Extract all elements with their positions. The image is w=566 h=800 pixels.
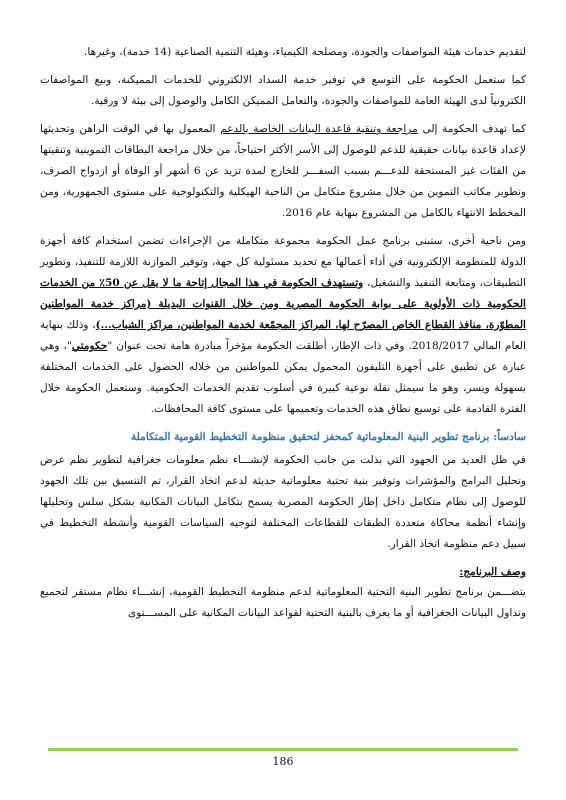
section-heading-information-infrastructure: سادساً: برنامج تطوير البنية المعلوماتية كمحفز لتحقيق منظومة التخطيط القومية المتكاملة (130, 431, 526, 443)
egov-text-start: ومن ناحية أخرى، ستبنى برنامج عمل الحكومة مجموعة متكاملة من الإجراءات تضمن استخدام كافة أجهزة الدولة للمنظومة الإلكترونية في أداء أعمالها مع تحديد مسئولية كل جهة، وتوفير الموازنة اللازمة للتنفيذ، وتطوير التطبيقات، ومتابعة التنفيذ والتشغيل، (40, 235, 526, 289)
document-body (40, 42, 526, 631)
egov-text-middle: ، وذلك بنهاية العام المالي 2018/2017. وفي ذات الإطار، أطلقت الحكومة مؤخراً مبادرة هامة تحت عنوان " (40, 319, 526, 352)
egov-text-end: "، وهي عبارة عن تطبيق على أجهزة التليفون المحمول يمكن للمواطنين من خلاله الحصول على الخدمات المختلفة بسهولة ويسر، وهو ما سيمثل نقلة نوعية كبيرة في أسلوب تقديم الخدمات الحكومية. وستعمل الحكومة خلال الفترة القادمة على توسيع نطاق هذه الخدمات وتعميمها على مستوى كافة المحافظات. (40, 340, 526, 415)
paragraph-subsidy-database (40, 119, 526, 224)
hokomty-app-name: حكومتي (71, 340, 108, 352)
subsidy-text-start: كما تهدف الحكومة إلى (417, 123, 526, 135)
subsidy-underlined-phrase: مراجعة وتنقية قاعدة البيانات الخاصة بالدعم (220, 123, 418, 135)
paragraph-services-standards: لتقديم خدمات هيئة المواصفات والجودة، ومصلحة الكيمياء، وهيئة التنمية الصناعية (14 خدمة)، وغيرها. (84, 46, 526, 58)
program-description-heading: وصف البرنامج: (459, 566, 526, 578)
paragraph-gis-efforts: في ظل العديد من الجهود التي بذلت من جانب الحكومة لإنشـــاء نظم معلومات جغرافية لتطوير نظم عرض وتحليل البرامج والمؤشرات وتوفير بنية تحتية معلوماتية حديثة لدعم اتخاذ القرار، تم التنسيق بين تلك الجهود للوصول إلى نظام متكامل داخل إطار الحكومة المصرية يسمح بتكامل البيانات المكانية بشكل سلس وتحليلها وإنشاء أنظمة محاكاة متعددة الطبقات للقطاعات المختلفة لتوجيه السياسات القومية وأنشطة التخطيط في سبيل دعم منظومة اتخاذ القرار. (40, 454, 526, 550)
footer-divider (48, 748, 518, 751)
paragraph-electronic-payment: كما ستعمل الحكومة على التوسع في توفير خدمة السداد الالكتروني للخدمات المميكنة، وبيع المواصفات الكترونياً لدى الهيئة العامة للمواصفات والجودة، والتعامل المميكن الكامل والوصول إلى بيئة لا ورقية. (40, 74, 526, 107)
egov-target-bold-underlined: وتستهدف الحكومة في هذا المجال إتاحة ما لا يقل عن 50٪ من الخدمات الحكومية ذات الأولوية على بوابة الحكومة المصرية ومن خلال القنوات البديلة (مراكز خدمة المواطنين المطوّرة، منافذ القطاع الخاص المصرّح لها، المراكز المجمّعة لخدمة المواطنين، مراكز الشباب...) (40, 277, 527, 331)
subsidy-text-rest: المعمول بها في الوقت الراهن وتحديثها لإعداد قاعدة بيانات حقيقية للدعم للوصول إلى الأسر الأكثر احتياجاً، من خلال مراجعة البطاقات التموينية وتنقيتها من الفئات غير المستحقة للدعـــم بسبب السفـــر للخارج لمدة تزيد عن 6 أشهر أو الوفاة أو ازدواج الصرف، وتطوير مكاتب التموين من خلال مشروع متكامل من الناحية الهيكلية والتكنولوجية على مستوى الجمهورية، ومن المخطط الانتهاء بالكامل من المشروع بنهاية عام 2016. (40, 123, 526, 219)
paragraph-egovernment-program (40, 231, 526, 420)
paragraph-program-description: يتضـــمن برنامج تطوير البنية التحتية المعلوماتية لدعم منظومة التخطيط القومية، إنشـــاء نظام مستقر لتجميع وتداول البيانات الجغرافية أو ما يعرف بالبنية التحتية لقواعد البيانات المكانية على المســـتوى (40, 586, 526, 619)
page-number: 186 (272, 755, 294, 768)
